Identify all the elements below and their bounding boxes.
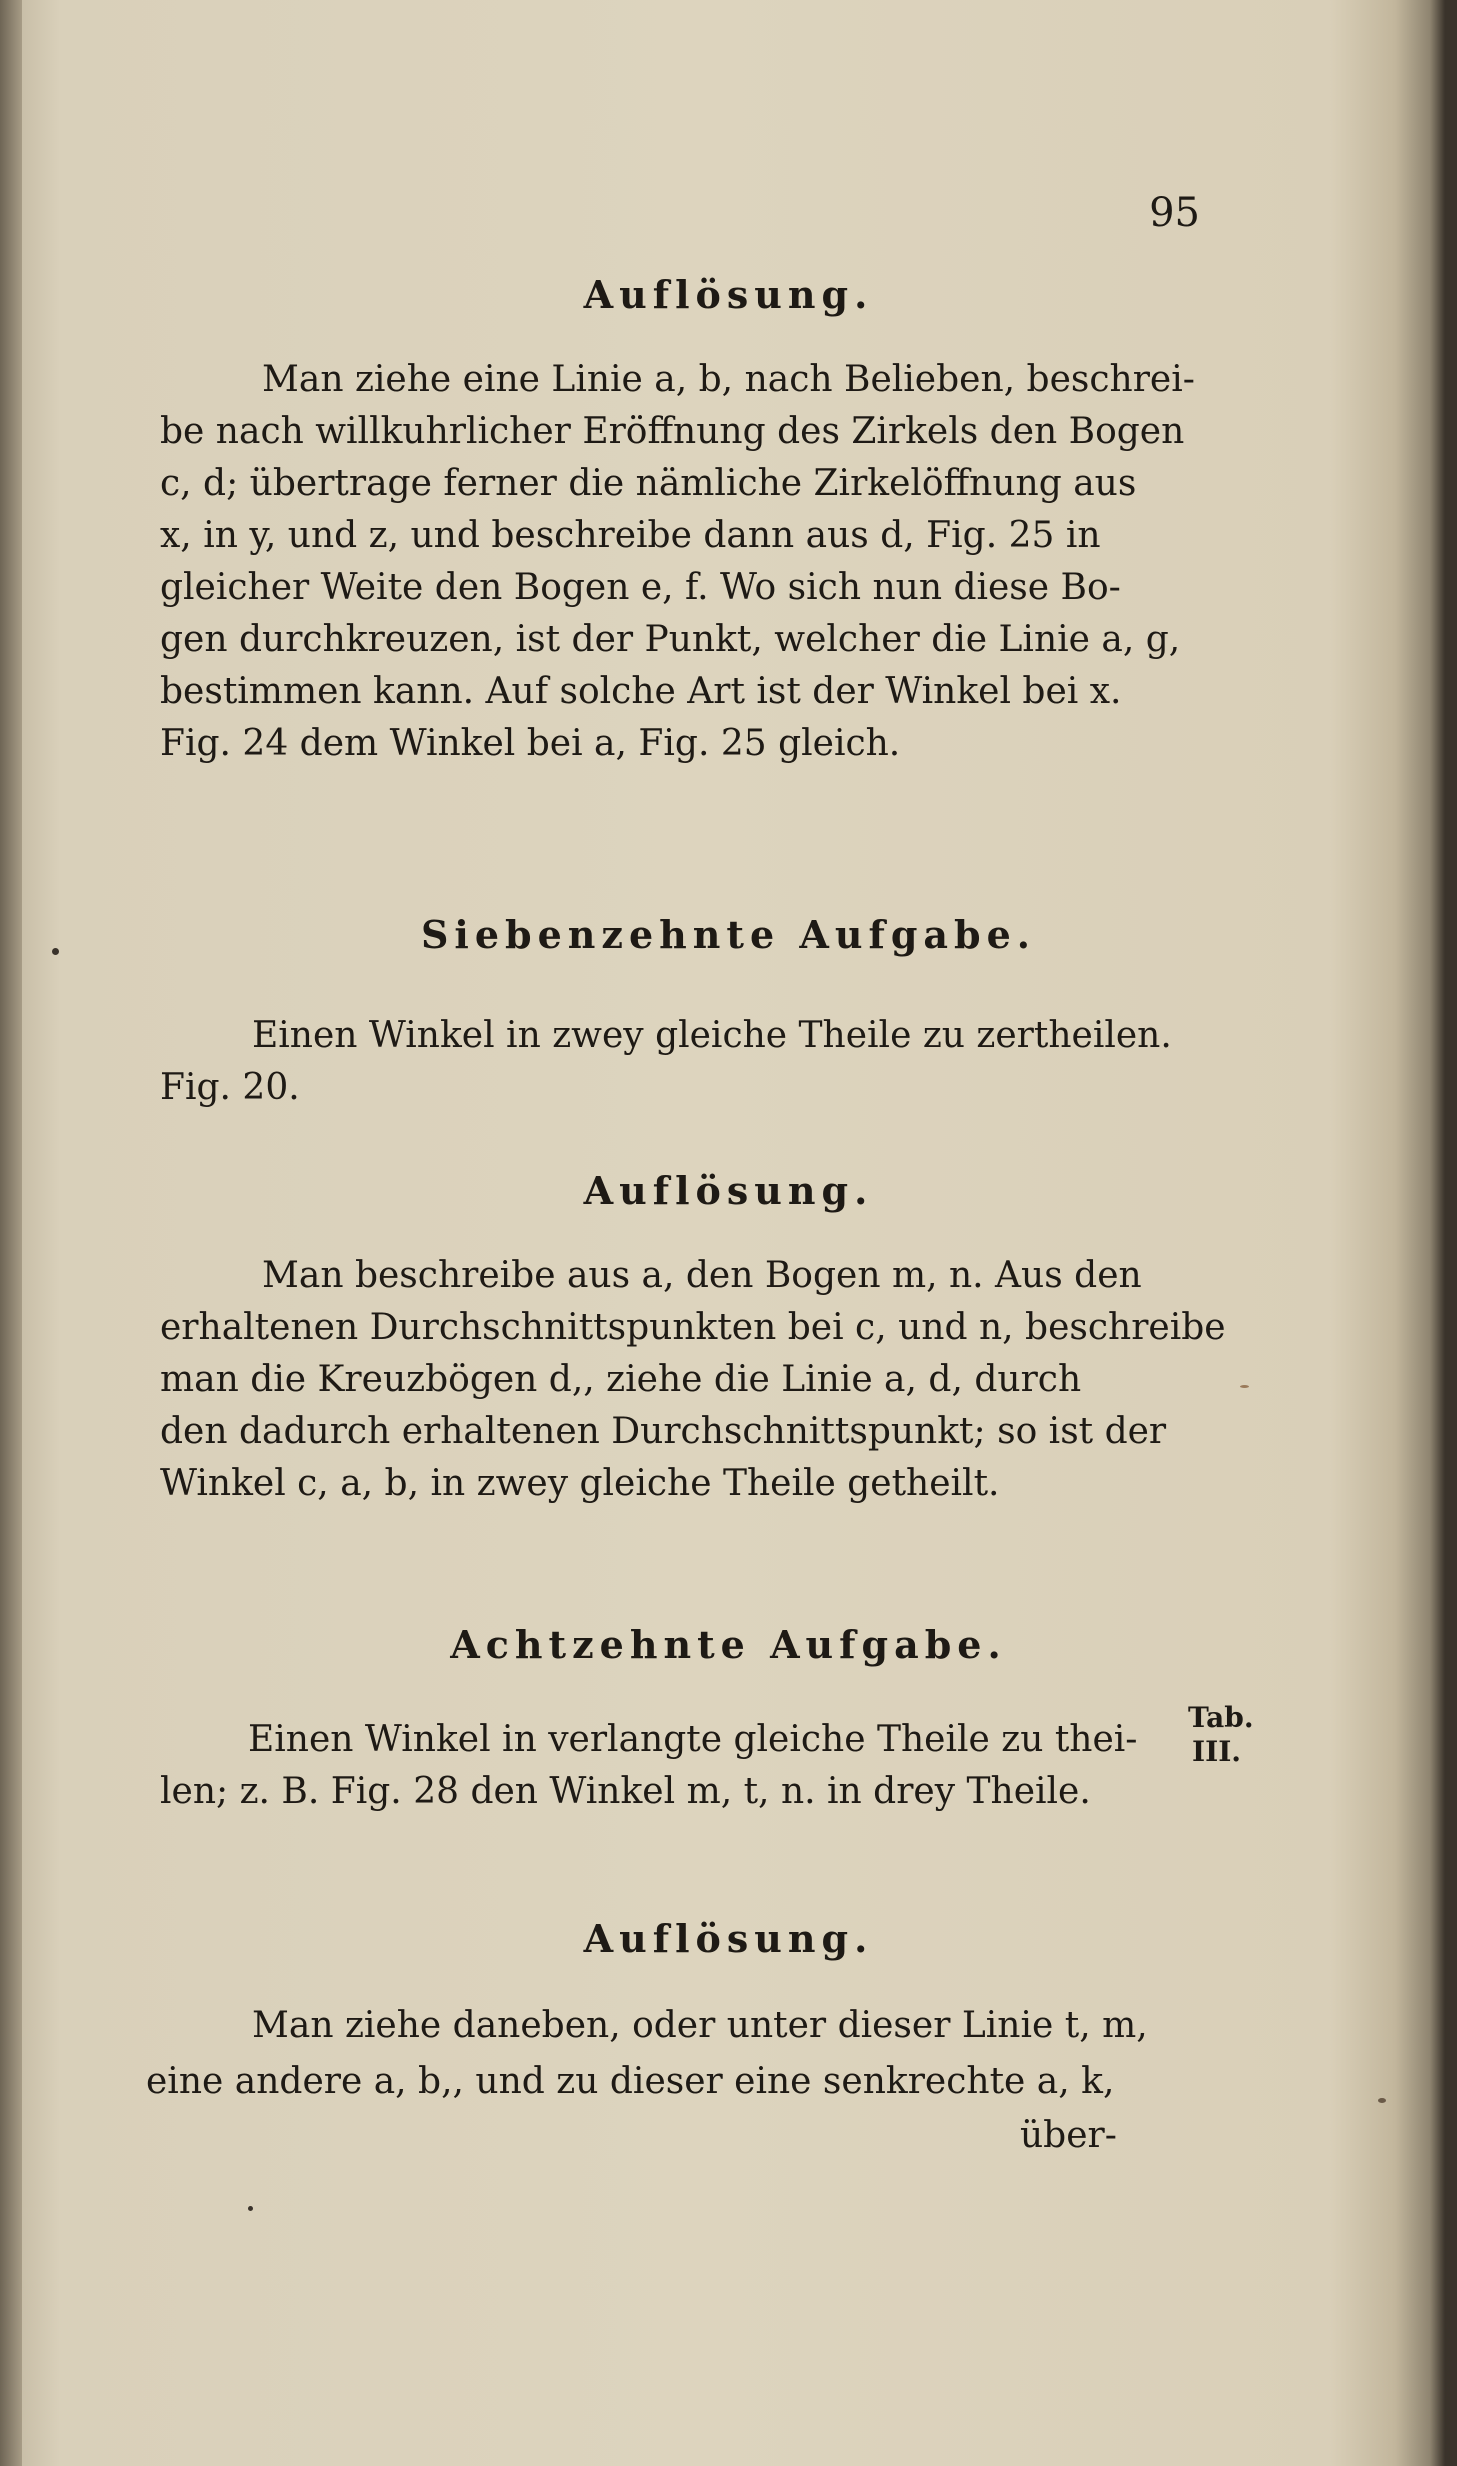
text-line: Man beschreibe aus a, den Bogen m, n. Aus den <box>262 1255 1142 1296</box>
text-line: Fig. 24 dem Winkel bei a, Fig. 25 gleich. <box>160 723 901 764</box>
section-heading-siebenzehnte-aufgabe: Siebenzehnte Aufgabe. <box>420 912 1037 957</box>
text-line: eine andere a, b,, und zu dieser eine senkrechte a, k, <box>146 2061 1115 2102</box>
paper-speck <box>1240 1385 1249 1388</box>
margin-note-tab: Tab. <box>1188 1701 1254 1734</box>
text-line: gleicher Weite den Bogen e, f. Wo sich nun diese Bo- <box>160 567 1121 608</box>
text-line: x, in y, und z, und beschreibe dann aus d, Fig. 25 in <box>160 515 1101 556</box>
text-line: den dadurch erhaltenen Durchschnittspunkt; so ist der <box>160 1411 1167 1452</box>
text-line: Einen Winkel in zwey gleiche Theile zu zertheilen. <box>252 1015 1172 1056</box>
text-line: Winkel c, a, b, in zwey gleiche Theile getheilt. <box>160 1463 1000 1504</box>
text-line: Fig. 20. <box>160 1067 300 1108</box>
text-line: man die Kreuzbögen d,, ziehe die Linie a, d, durch <box>160 1359 1082 1400</box>
text-line: erhaltenen Durchschnittspunkten bei c, und n, beschreibe <box>160 1307 1226 1348</box>
section-heading-aufloesung-3: Auflösung. <box>583 1916 874 1961</box>
margin-note-tab-number: III. <box>1192 1735 1242 1768</box>
page-number: 95 <box>1149 190 1200 236</box>
paper-speck <box>52 948 59 955</box>
text-line: len; z. B. Fig. 28 den Winkel m, t, n. in drey Theile. <box>160 1771 1091 1812</box>
section-heading-aufloesung-1: Auflösung. <box>583 272 874 317</box>
book-spine-shadow <box>0 0 22 2466</box>
section-heading-aufloesung-2: Auflösung. <box>583 1168 874 1213</box>
section-heading-achtzehnte-aufgabe: Achtzehnte Aufgabe. <box>450 1622 1007 1667</box>
text-line: be nach willkuhrlicher Eröffnung des Zirkels den Bogen <box>160 411 1185 452</box>
paper-speck <box>1378 2098 1386 2103</box>
text-line: Einen Winkel in verlangte gleiche Theile zu thei- <box>248 1719 1138 1760</box>
text-line: bestimmen kann. Auf solche Art ist der Winkel bei x. <box>160 671 1122 712</box>
text-line: c, d; übertrage ferner die nämliche Zirkelöffnung aus <box>160 463 1137 504</box>
catchword: über- <box>1020 2115 1117 2156</box>
text-line: Man ziehe daneben, oder unter dieser Linie t, m, <box>252 2005 1148 2046</box>
text-line: gen durchkreuzen, ist der Punkt, welcher die Linie a, g, <box>160 619 1181 660</box>
paper-speck <box>248 2206 253 2211</box>
text-line: Man ziehe eine Linie a, b, nach Belieben, beschrei- <box>262 359 1195 400</box>
